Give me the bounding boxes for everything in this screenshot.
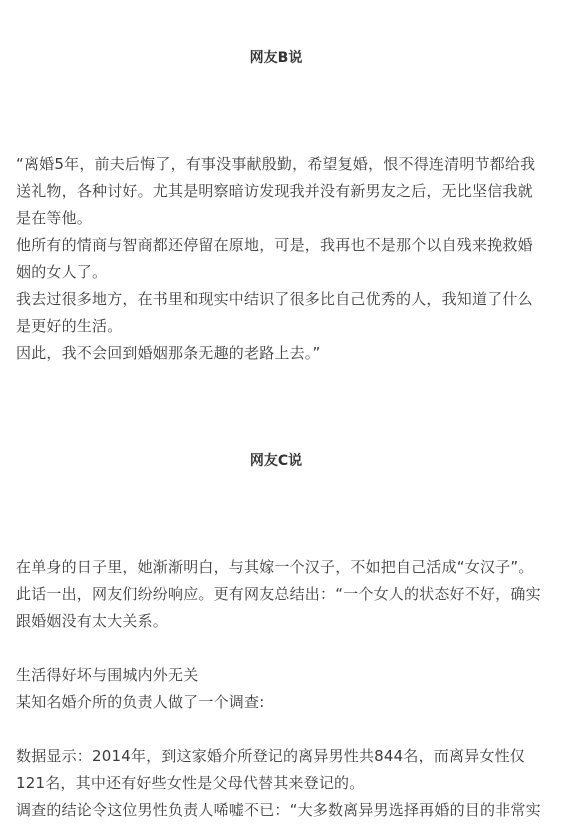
- paragraph-c-4: 数据显示：2014年，到这家婚介所登记的离异男性共844名，而离异女性仅121名，其中还有好些女性是父母代替其来登记的。: [16, 747, 526, 792]
- section-heading-b: 网友B说: [249, 50, 303, 66]
- paragraph-c-5: 调查的结论令这位男性负责人唏嘘不已：“大多数离异男选择再婚的目的非常实: [16, 801, 541, 819]
- paragraph-b-3: 我去过很多地方，在书里和现实中结识了很多比自己优秀的人，我知道了什么是更好的生活。: [16, 290, 533, 335]
- paragraph-b-4: 因此，我不会回到婚姻那条无趣的老路上去。”: [16, 344, 321, 362]
- paragraph-c-1: 在单身的日子里，她渐渐明白，与其嫁一个汉子，不如把自己活成“女汉子”。此话一出，网友们纷纷响应。更有网友总结出：“一个女人的状态好不好，确实跟婚姻没有太大关系。: [16, 558, 541, 630]
- paragraph-b-2: 他所有的情商与智商都还停留在原地，可是，我再也不是那个以自残来挽救婚姻的女人了。: [16, 236, 533, 281]
- section-heading-c: 网友C说: [249, 453, 303, 469]
- paragraph-c-2: 生活得好坏与围城内外无关: [16, 666, 199, 684]
- paragraph-b-1: “离婚5年，前夫后悔了，有事没事献殷勤，希望复婚，恨不得连清明节都给我送礼物，各种讨好。尤其是明察暗访发现我并没有新男友之后，无比坚信我就是在等他。: [16, 155, 536, 227]
- paragraph-c-3: 某知名婚介所的负责人做了一个调查:: [16, 693, 265, 711]
